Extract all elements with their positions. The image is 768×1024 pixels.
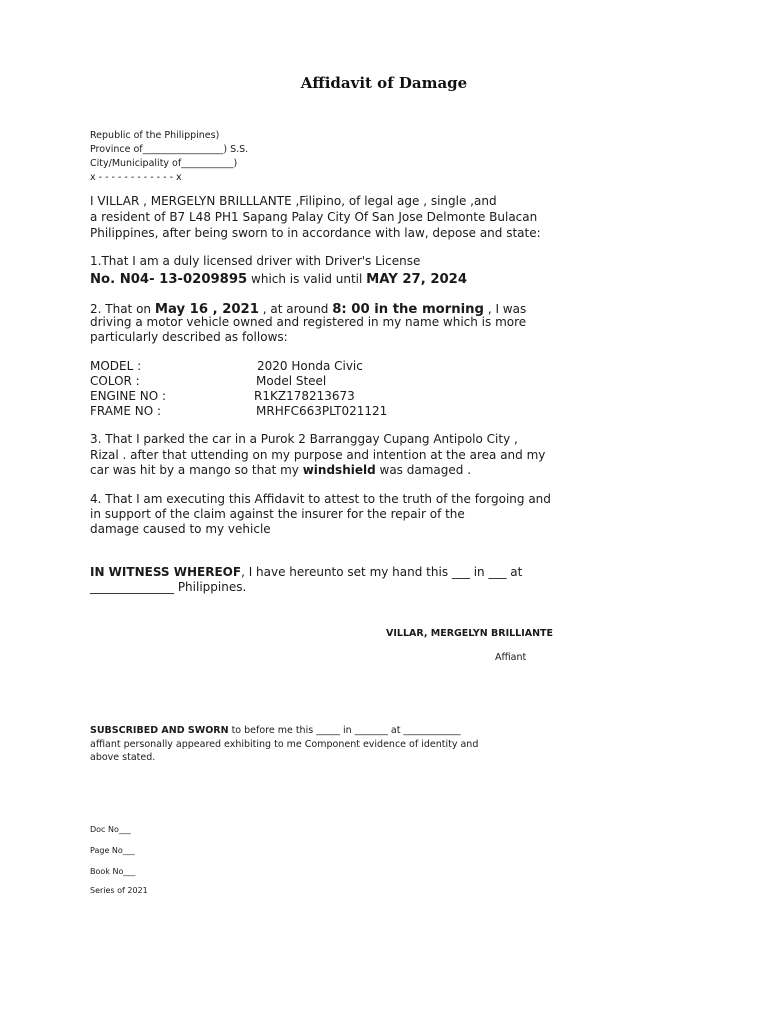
witness-line-1 [90,565,522,579]
jurat-line-1 [90,725,460,736]
caption-separator: x - - - - - - - - - - - - x [90,172,182,183]
p3-line-3-lead: car was hit by a mango so that my [90,463,303,477]
notary-series: Series of 2021 [90,886,148,895]
p3-line-3-tail: was damaged . [375,463,472,477]
p2-line-2: driving a motor vehicle owned and registered in my name which is more [90,315,527,329]
caption-city: City/Municipality of___________) [90,158,238,169]
affiant-name: VILLAR, MERGELYN BRILLIANTE [386,628,554,639]
vehicle-model-label: MODEL : [90,359,142,373]
p1-line-2 [90,268,467,287]
vehicle-engine-label: ENGINE NO : [90,389,167,403]
p2-tail: , I was [484,302,527,316]
license-expiry: MAY 27, 2024 [366,272,468,287]
jurat-line-2: affiant personally appeared exhibiting to me Component evidence of identity and [90,739,479,750]
intro-line-1: I VILLAR , MERGELYN BRILLLANTE ,Filipino, of legal age , single ,and [90,194,497,208]
caption-republic: Republic of the Philippines) [90,130,220,141]
windshield-emphasis: windshield [302,463,376,477]
p4-line-2: in support of the claim against the insurer for the repair of the [90,507,465,521]
license-number: No. N04- 13-0209895 [90,272,248,287]
p3-line-3 [90,463,471,477]
p2-mid: , at around [258,302,333,316]
incident-date: May 16 , 2021 [154,302,259,317]
witness-line-1-tail: , I have hereunto set my hand this ___ in ___ at [241,565,523,579]
witness-heading: IN WITNESS WHEREOF [90,565,242,579]
vehicle-color-label: COLOR : [90,374,140,388]
p1-line-1: 1.That I am a duly licensed driver with Driver's License [90,254,421,268]
intro-line-3: Philippines, after being sworn to in accordance with law, depose and state: [90,226,541,240]
p2-lead: 2. That on [90,302,155,316]
p2-line-3: particularly described as follows: [90,330,288,344]
jurat-line-1-tail: to before me this _____ in _______ at ____________ [228,725,461,736]
p1-valid-text: which is valid until [247,272,367,286]
p3-line-2: Rizal . after that uttending on my purpose and intention at the area and my [90,448,546,462]
p4-line-1: 4. That I am executing this Affidavit to attest to the truth of the forgoing and [90,492,551,506]
affiant-role: Affiant [495,652,527,663]
intro-line-2: a resident of B7 L48 PH1 Sapang Palay City Of San Jose Delmonte Bulacan [90,210,538,224]
vehicle-frame-value: MRHFC663PLT021121 [256,404,388,418]
incident-time: 8: 00 in the morning [332,302,484,317]
vehicle-frame-label: FRAME NO : [90,404,161,418]
notary-doc-no: Doc No___ [90,825,131,834]
jurat-heading: SUBSCRIBED AND SWORN [90,725,229,736]
notary-page-no: Page No___ [90,846,135,855]
p3-line-1: 3. That I parked the car in a Purok 2 Barranggay Cupang Antipolo City , [90,432,518,446]
notary-book-no: Book No___ [90,867,136,876]
vehicle-color-value: Model Steel [256,374,327,388]
p4-line-3: damage caused to my vehicle [90,522,271,536]
vehicle-engine-value: R1KZ178213673 [254,389,355,403]
witness-line-2: ______________ Philippines. [90,580,247,594]
vehicle-model-value: 2020 Honda Civic [257,359,363,373]
jurat-line-3: above stated. [90,752,156,763]
document-title: Affidavit of Damage [300,74,468,92]
caption-province: Province of_________________) S.S. [90,144,249,155]
